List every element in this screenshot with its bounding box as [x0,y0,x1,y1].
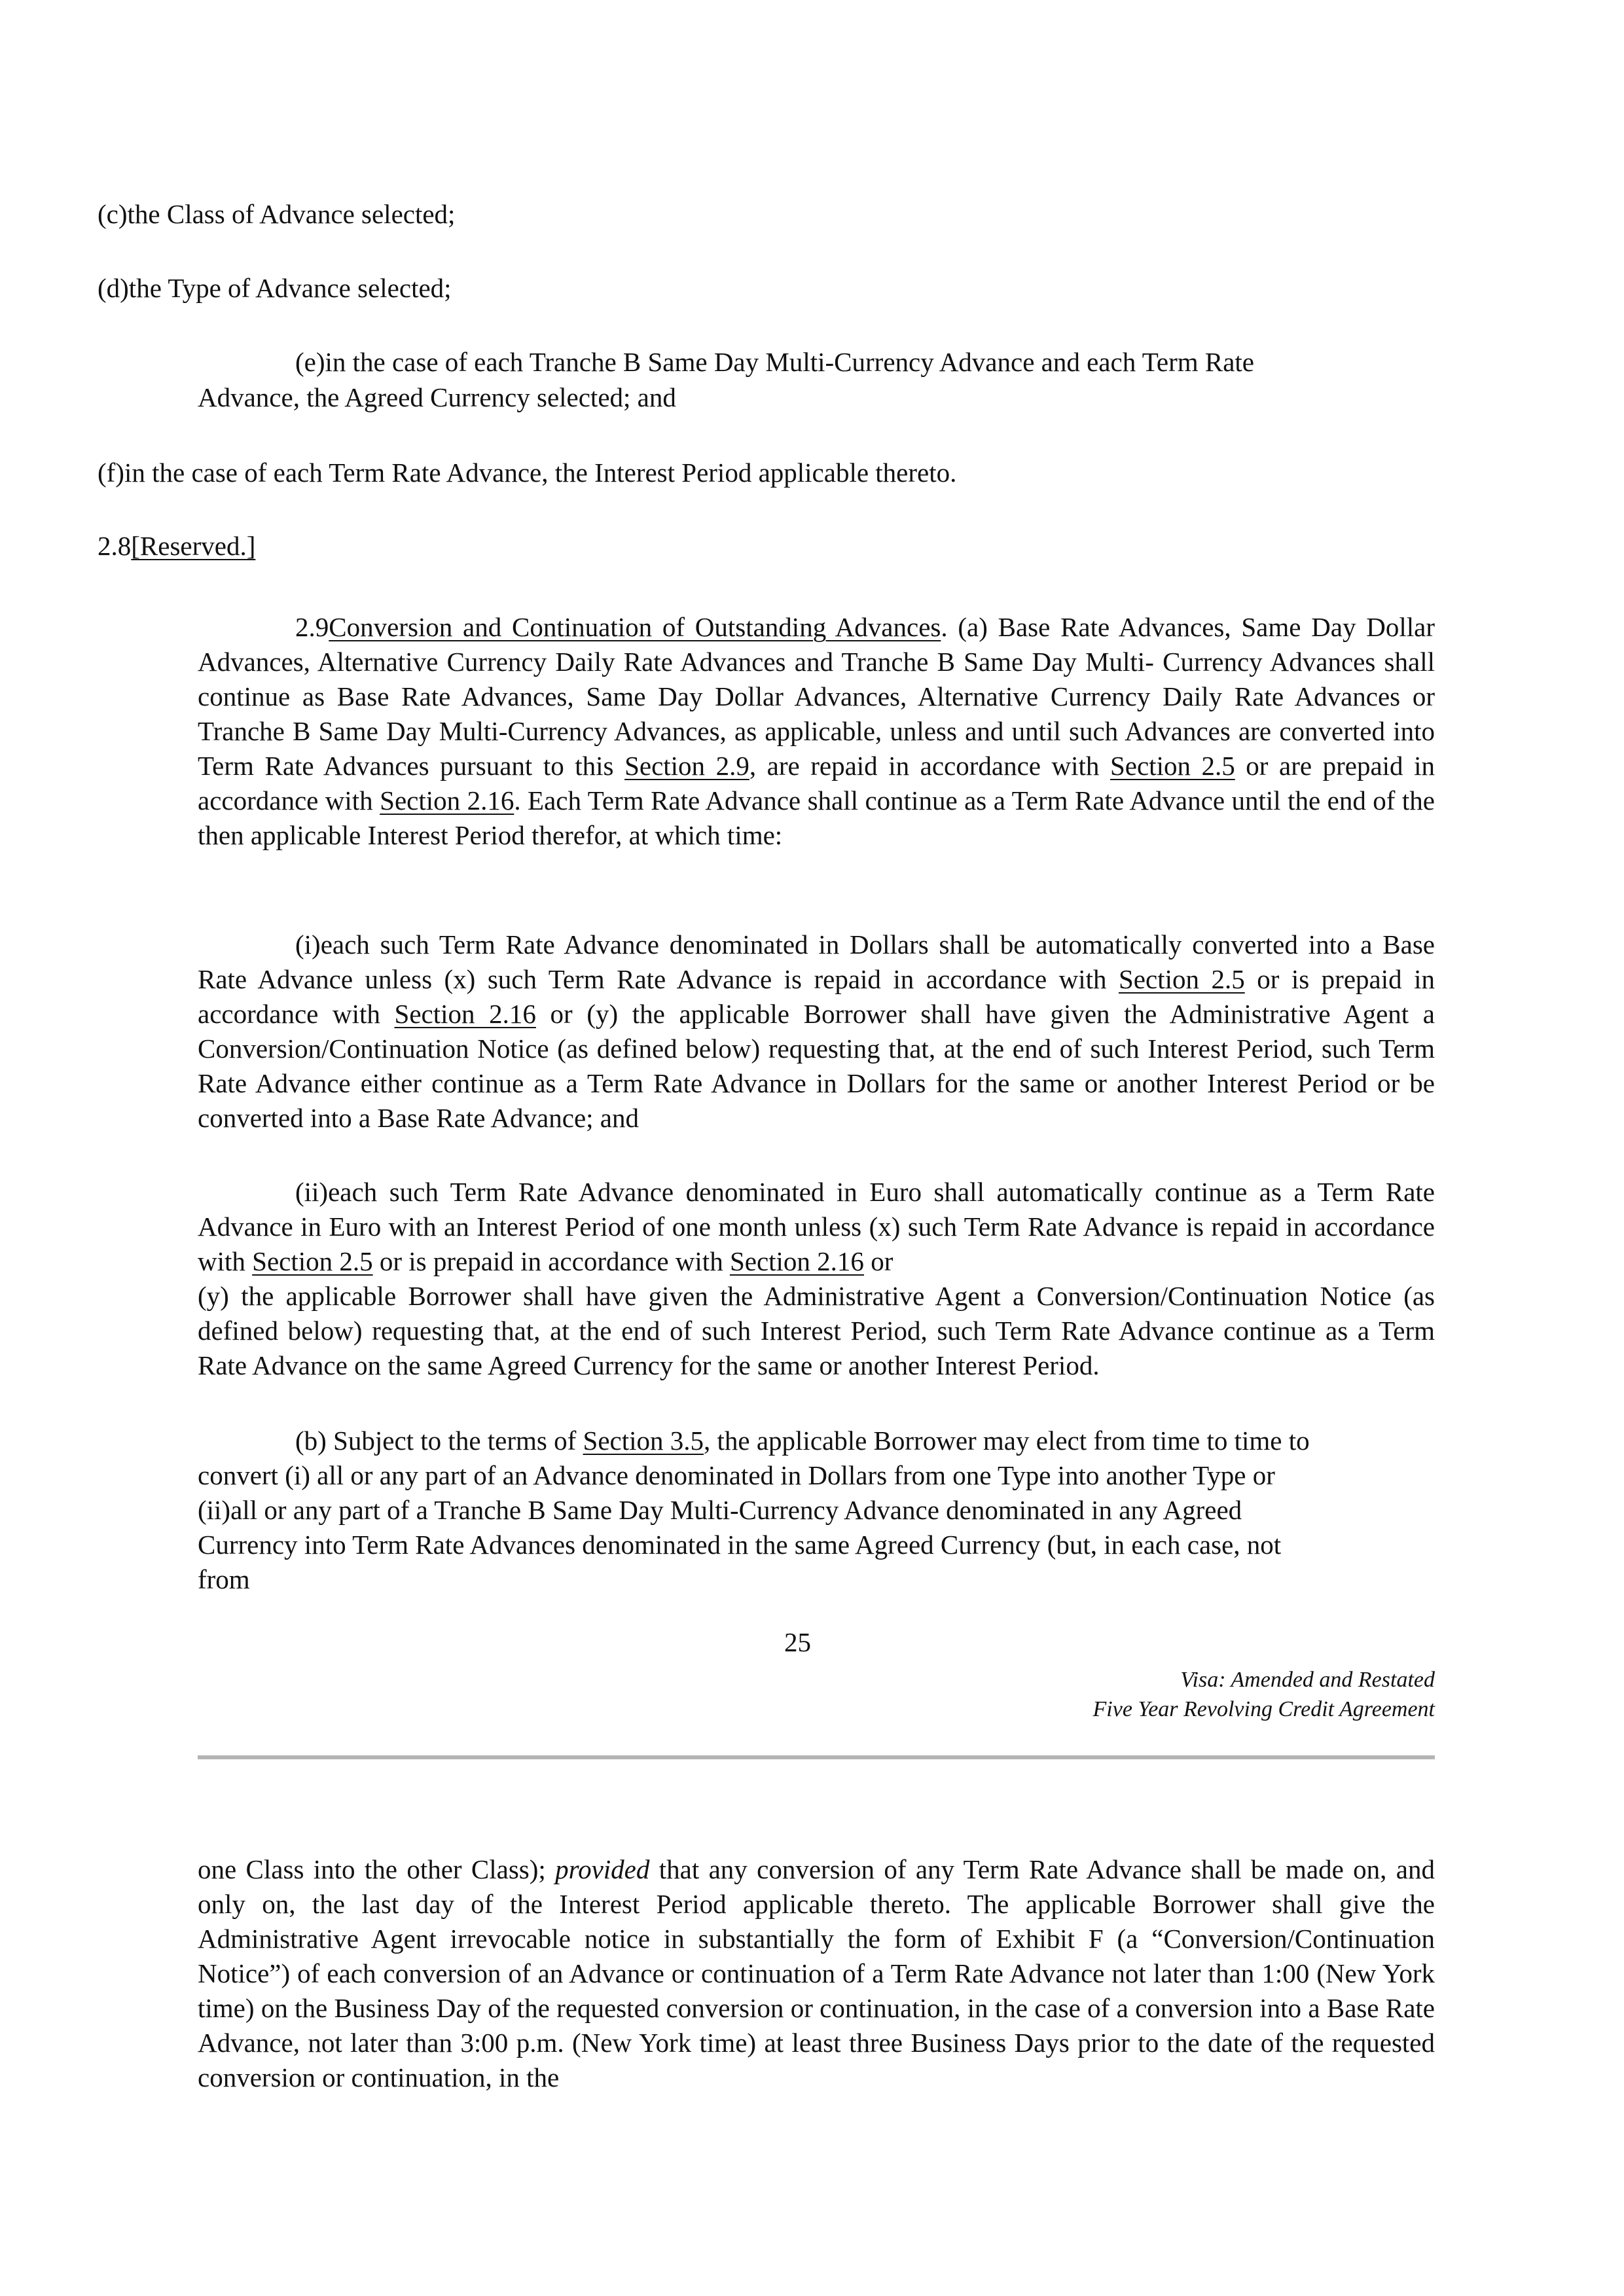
section-reference-link[interactable]: Section 2.16 [729,1246,864,1276]
text-segment: or (y) the applicable Borrower shall have given the Administrative Agent a Conversion/Continuation Notice (as defined below) requesting that, at the end of such Interest Period, such Term Rate Advance either continue as a Term Rate Advance in Dollars for the same or another Interest Period or be converted into a Base Rate Advance; and [198,999,1435,1133]
paragraph-i [198,927,1435,1136]
item-e-line2: Advance, the Agreed Currency selected; and [198,382,676,412]
text-segment: . (a) Base Rate Advances, Same Day Dollar Advances, Alternative Currency Daily Rate Advances and Tranche B Same Day Multi- Currency Advances shall continue as Base Rate Advances, Same Day Dollar Advances, Alternative Currency Daily Rate Advances or Tranche B Same Day Multi-Currency Advances, as applicable, unless and until such Advances are converted into Term Rate Advances pursuant to this [198,612,1435,781]
section-2-9-title: Conversion and Continuation of Outstanding Advances [329,612,941,642]
section-2-9-number: 2.9 [295,612,329,642]
section-reference-link[interactable]: Section 2.9 [624,751,749,781]
text-segment: or are prepaid in accordance with [198,751,1435,816]
text-segment: . Each Term Rate Advance shall continue as a Term Rate Advance until the end of the then applicable Interest Period therefor, at which time: [198,785,1435,850]
text-segment: , the applicable Borrower may elect from time to time to [704,1426,1310,1456]
text-segment: that any conversion of any Term Rate Advance shall be made on, and only on, the last day of the Interest Period applicable thereto. The applicable Borrower shall give the Administrative Agent irrevocable notice in substantially the form of Exhibit F (a “Conversion/Continuation Notice”) of each conversion of an Advance or continuation of a Term Rate Advance not later than 1:00 (New York time) on the Business Day of the requested conversion or continuation, in the case of a conversion into a Base Rate Advance, not later than 3:00 p.m. (New York time) at least three Business Days prior to the date of the requested conversion or continuation, in the [198,1854,1435,2092]
section-reference-link[interactable]: Section 2.5 [252,1246,373,1276]
section-reference-link[interactable]: Section 2.16 [394,999,536,1029]
text-segment: or is prepaid in accordance with [198,964,1435,1029]
text-segment: or is prepaid in accordance with [372,1246,730,1276]
text-segment: or [863,1246,893,1276]
page-divider [198,1755,1435,1759]
paragraph-b-line4: Currency into Term Rate Advances denominated in the same Agreed Currency (but, in each case, not [198,1530,1282,1560]
section-reference-link[interactable]: Section 2.16 [380,785,514,816]
paragraph-ii [198,1175,1435,1279]
section-2-8-number: 2.8 [98,531,132,561]
paragraph-ii-continuation: (y) the applicable Borrower shall have given the Administrative Agent a Conversion/Continuation Notice (as defined below) requesting that, at the end of such Interest Period, such Term Rate Advance continue as a Term Rate Advance on the same Agreed Currency for the same or another Interest Period. [198,1281,1435,1380]
item-e-line1: (e)in the case of each Tranche B Same Day Multi-Currency Advance and each Term Rate [295,347,1255,377]
section-2-9-paragraph [198,610,1435,853]
section-2-8-heading [98,528,255,564]
section-2-8-title: [Reserved.] [131,531,256,561]
text-segment: (ii)each such Term Rate Advance denominated in Euro shall automatically continue as a Term Rate Advance in Euro with an Interest Period of one month unless (x) such Term Rate Advance is repaid in accordance with [198,1177,1435,1276]
paragraph-b-line3: (ii)all or any part of a Tranche B Same Day Multi-Currency Advance denominated in any Agreed [198,1495,1242,1525]
paragraph-b-line2: convert (i) all or any part of an Advance denominated in Dollars from one Type into another Type or [198,1460,1275,1490]
paragraph-b-line1 [295,1423,1310,1458]
page2-paragraph [198,1852,1435,2095]
emphasis-provided: provided [555,1854,650,1884]
item-f: (f)in the case of each Term Rate Advance, the Interest Period applicable thereto. [98,457,957,488]
item-c: (c)the Class of Advance selected; [98,199,456,229]
page-number: 25 [784,1627,811,1657]
footer-title-line2: Five Year Revolving Credit Agreement [1092,1697,1435,1721]
text-segment: , are repaid in accordance with [749,751,1110,781]
paragraph-b-line5: from [198,1564,250,1594]
text-segment: one Class into the other Class); [198,1854,556,1884]
section-reference-link[interactable]: Section 2.5 [1110,751,1235,781]
text-segment: (b) Subject to the terms of [295,1426,583,1456]
footer-title-line1: Visa: Amended and Restated [1180,1668,1435,1692]
section-reference-link[interactable]: Section 2.5 [1119,964,1245,994]
section-reference-link[interactable]: Section 3.5 [583,1426,704,1456]
text-segment: (i)each such Term Rate Advance denominated in Dollars shall be automatically converted into a Base Rate Advance unless (x) such Term Rate Advance is repaid in accordance with [198,929,1435,994]
item-d: (d)the Type of Advance selected; [98,273,452,303]
